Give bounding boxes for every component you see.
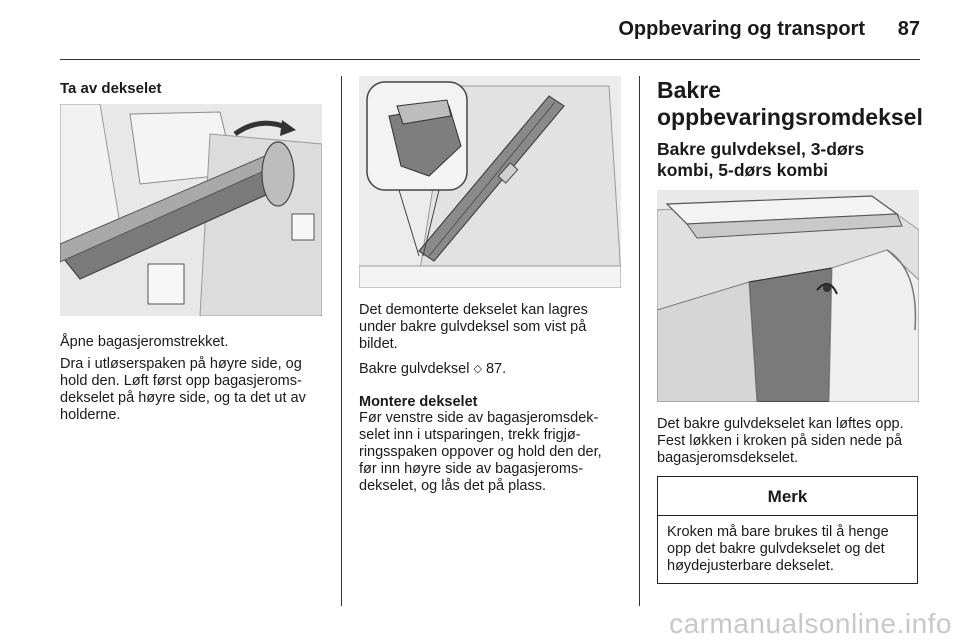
paragraph-remove-instructions: Dra i utløserspaken på høyre side, og hold den. Løft først opp bagasjeromsdekselet på høyre side, og ta det ut av holderne. <box>60 356 306 423</box>
note-title: Merk <box>767 487 808 506</box>
section-heading-rear-storage: Bakre oppbevaringsromdeksel <box>657 77 923 130</box>
column-divider-2 <box>639 76 640 606</box>
cross-reference <box>359 361 623 378</box>
paragraph-store-cover: Det demonterte dekselet kan lagres under bakre gulvdeksel som vist på bildet. <box>359 302 588 352</box>
figure-remove-cover <box>60 104 322 316</box>
cross-reference-text: Bakre gulvdeksel <box>359 361 470 377</box>
note-divider <box>658 515 917 516</box>
subsection-heading-rear-floor-cover: Bakre gulvdeksel, 3-dørs kombi, 5-dørs kombi <box>657 139 865 180</box>
paragraph-lift-floor-cover: Det bakre gulvdekselet kan løftes opp. Fest løkken i kroken på siden nede på bagasjeromsdekselet. <box>657 416 904 466</box>
figure-rear-floor-cover <box>657 190 919 402</box>
section-heading-mount-cover: Montere dekselet <box>359 394 478 410</box>
page-header-title: Oppbevaring og transport <box>618 18 865 40</box>
section-heading-remove-cover: Ta av dekselet <box>60 80 162 97</box>
rear-floor-cover-illustration <box>657 190 919 402</box>
column-divider-1 <box>341 76 342 606</box>
paragraph-open-trunk: Åpne bagasjeromstrekket. <box>60 334 229 350</box>
note-text: Kroken må bare brukes til å henge opp det bakre gulvdekselet og det høydejusterbare dekselet. <box>667 524 889 574</box>
note-box <box>657 476 918 584</box>
watermark: carmanualsonline.info <box>669 608 952 639</box>
page-number: 87 <box>897 18 920 40</box>
cargo-cover-removal-illustration <box>60 104 322 316</box>
paragraph-mount-instructions: Før venstre side av bagasjeromsdekselet inn i utsparingen, trekk frigjøringsspaken oppover og hold den der, før inn høyre side av bagasjeromsdekselet, og lås det på plass. <box>359 410 602 494</box>
figure-stored-cover <box>359 76 621 288</box>
arrow-right-icon: ◇ <box>473 363 482 375</box>
cross-reference-page: 87. <box>485 361 507 377</box>
header-divider <box>60 59 920 60</box>
stored-cover-illustration <box>359 76 621 288</box>
